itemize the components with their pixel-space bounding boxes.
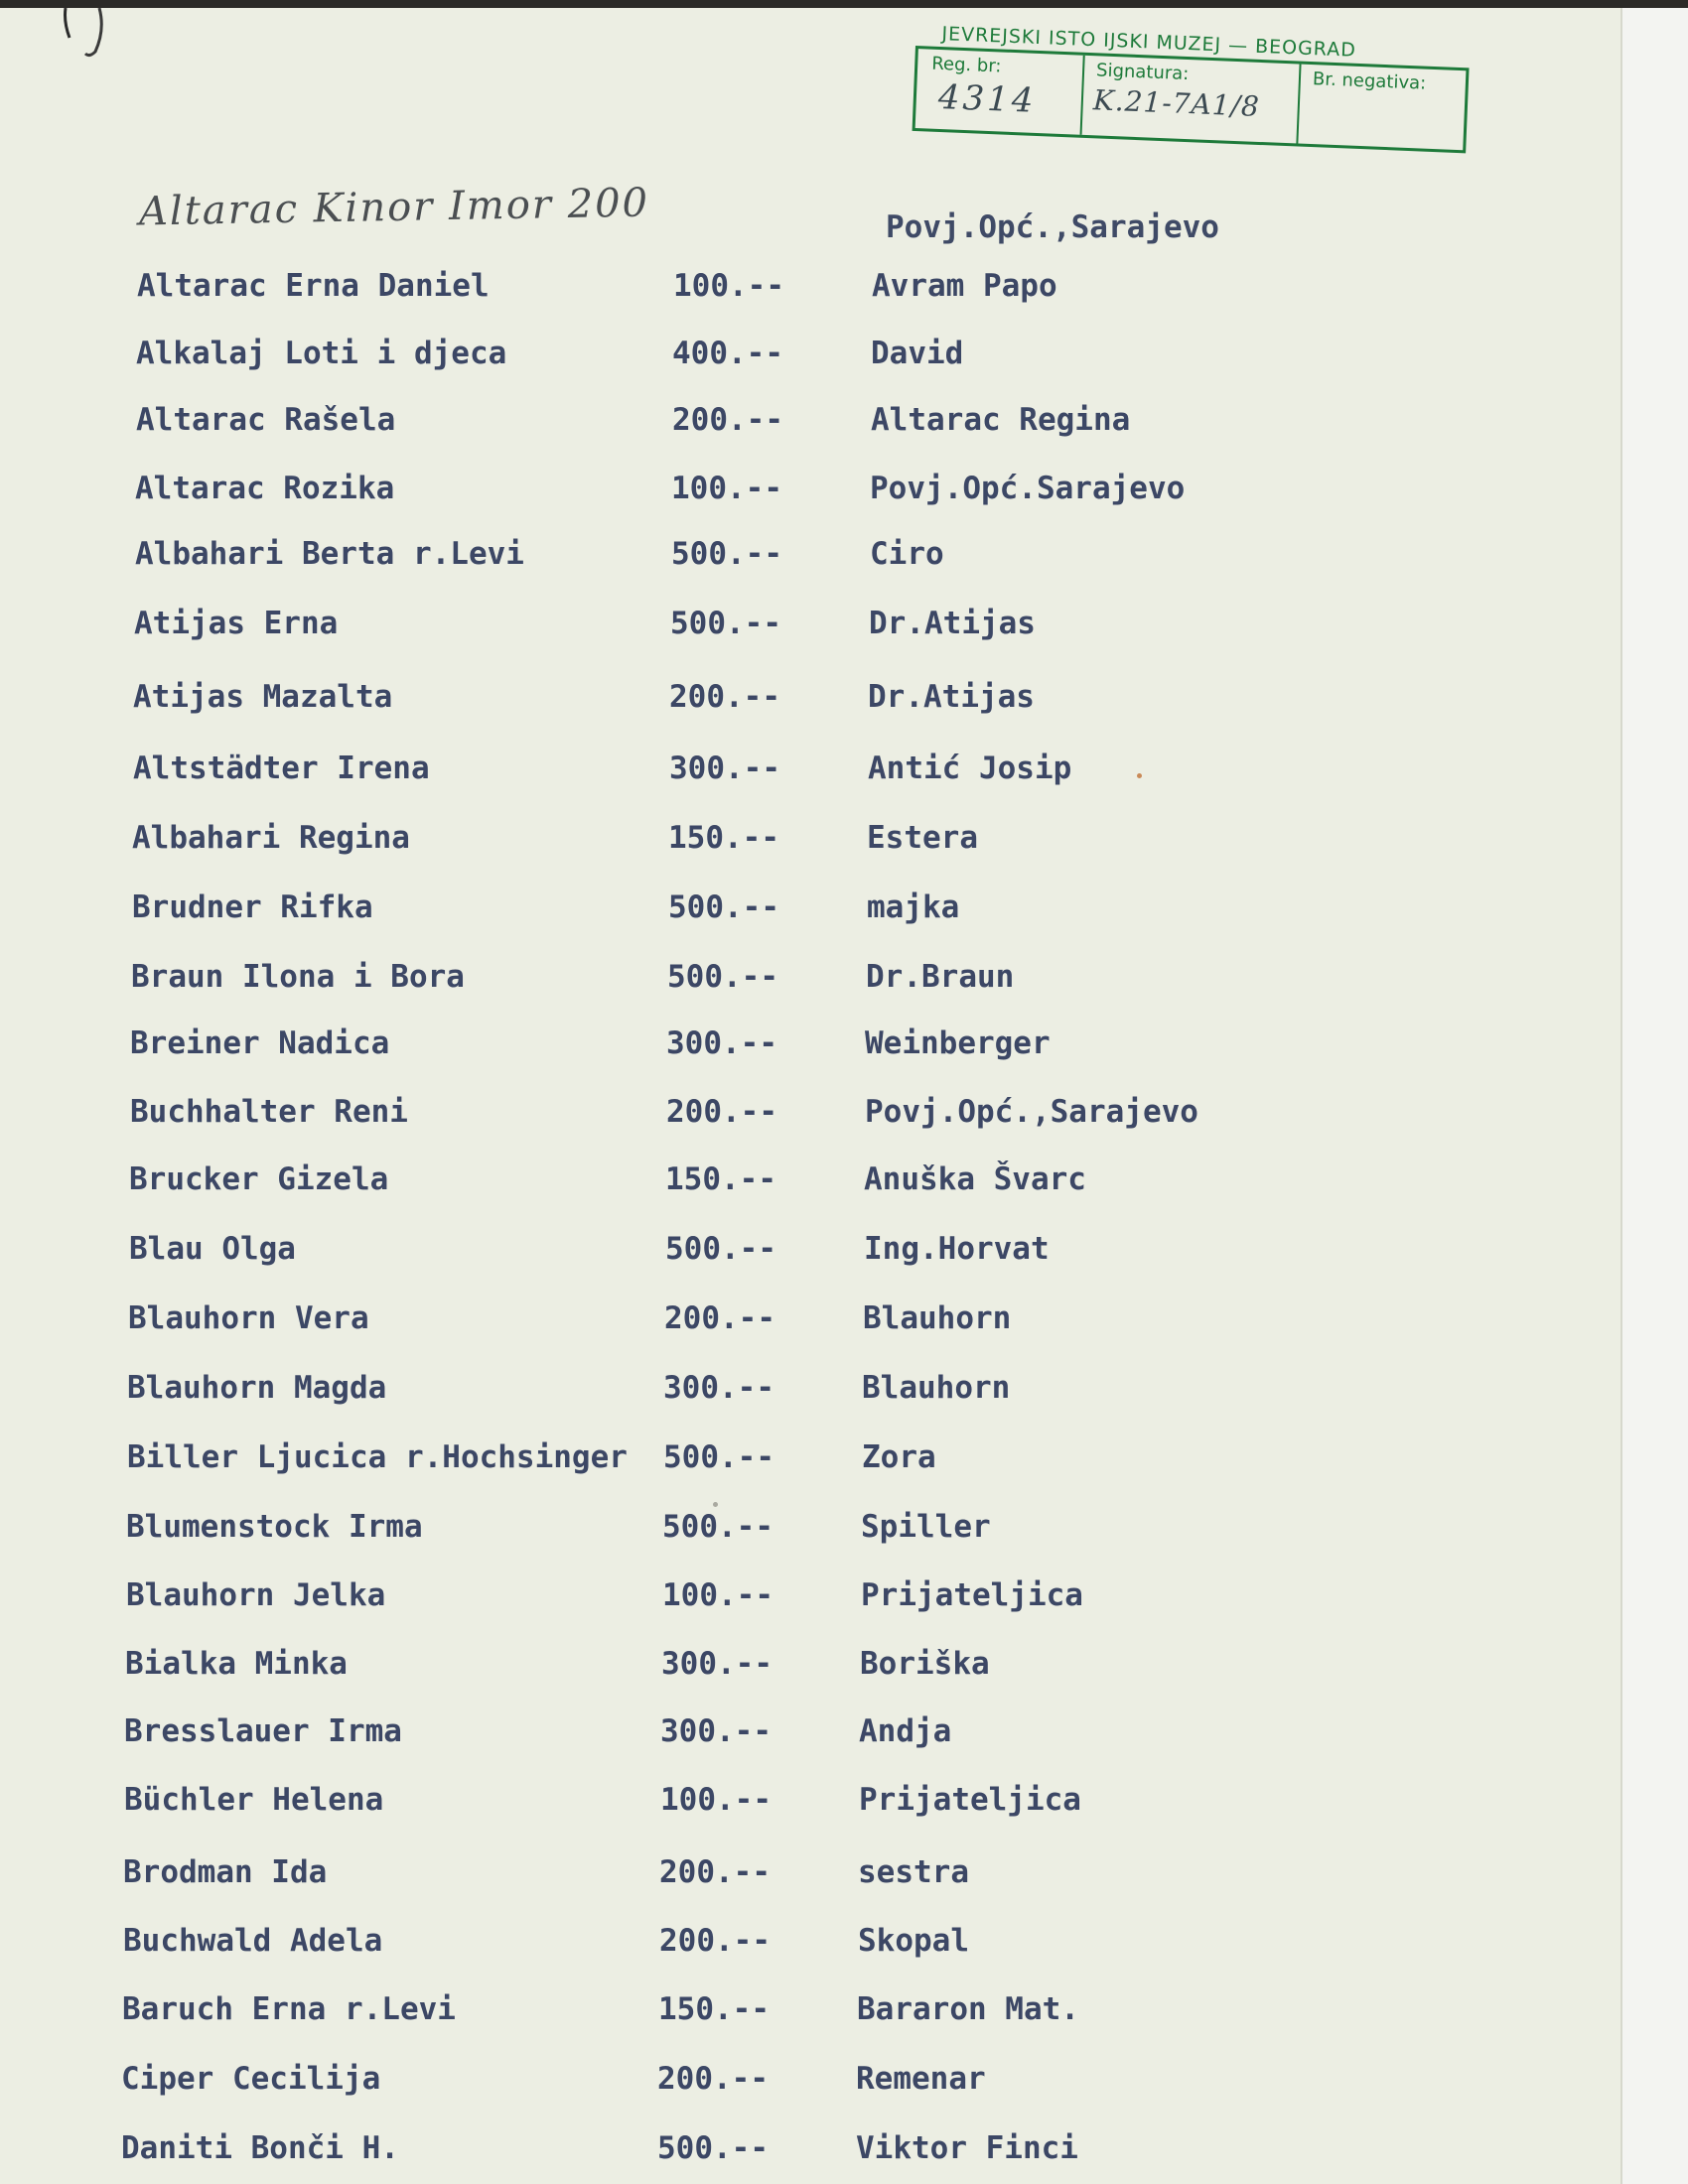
row-amount: 300.-- xyxy=(661,1646,773,1682)
row-donor: Remenar xyxy=(856,2061,986,2097)
row-name: Altstädter Irena xyxy=(133,751,430,786)
row-donor: Ciro xyxy=(870,536,944,572)
row-donor: Povj.Opć.,Sarajevo xyxy=(865,1094,1198,1130)
handwritten-entry: Altarac Kinor Imor 200 xyxy=(138,180,650,235)
row-amount: 200.-- xyxy=(657,2061,769,2097)
row-amount: 300.-- xyxy=(663,1370,774,1406)
list-row xyxy=(124,1782,1316,1824)
row-donor: Bararon Mat. xyxy=(857,1991,1079,2027)
list-row xyxy=(129,1231,1321,1273)
row-name: Altarac Rozika xyxy=(135,471,395,506)
stamp-title: JEVREJSKI ISTO IJSKI MUZEJ — BEOGRAD xyxy=(941,23,1357,62)
row-name: Biller Ljucica r.Hochsinger xyxy=(127,1439,628,1475)
row-donor: Blauhorn xyxy=(862,1370,1011,1406)
list-row xyxy=(127,1439,1319,1481)
list-row xyxy=(121,2130,1313,2172)
row-amount: 500.-- xyxy=(671,536,782,572)
row-donor: Altarac Regina xyxy=(871,402,1131,438)
row-name: Ciper Cecilija xyxy=(121,2061,381,2097)
list-row xyxy=(125,1646,1317,1688)
row-amount: 200.-- xyxy=(666,1094,777,1130)
row-name: Buchwald Adela xyxy=(123,1923,383,1959)
row-amount: 200.-- xyxy=(664,1300,775,1336)
row-donor: Spiller xyxy=(861,1509,991,1545)
row-name: Blauhorn Magda xyxy=(127,1370,387,1406)
row-amount: 100.-- xyxy=(660,1782,772,1818)
row-name: Blauhorn Jelka xyxy=(126,1577,386,1613)
list-row xyxy=(132,820,1324,862)
list-row xyxy=(128,1300,1320,1342)
row-donor: Blauhorn xyxy=(863,1300,1012,1336)
row-donor: Andja xyxy=(859,1713,952,1749)
row-amount: 300.-- xyxy=(660,1713,772,1749)
row-donor: Povj.Opć.Sarajevo xyxy=(870,471,1186,506)
row-name: Atijas Mazalta xyxy=(133,679,393,715)
document-page xyxy=(0,8,1622,2184)
row-amount: 400.-- xyxy=(672,336,783,371)
row-name: Buchhalter Reni xyxy=(130,1094,408,1130)
stamp-reg-label: Reg. br: xyxy=(930,53,1002,77)
row-donor: Boriška xyxy=(860,1646,990,1682)
list-row xyxy=(127,1370,1319,1412)
row-name: Braun Ilona i Bora xyxy=(131,959,465,995)
stamp-signatura-value: K.21-7A1/8 xyxy=(1092,83,1261,123)
row-amount: 200.-- xyxy=(669,679,780,715)
row-name: Atijas Erna xyxy=(134,606,339,641)
row-name: Bresslauer Irma xyxy=(124,1713,402,1749)
list-row xyxy=(121,2061,1313,2103)
row-name: Altarac Rašela xyxy=(136,402,396,438)
row-donor: Prijateljica xyxy=(859,1782,1081,1818)
row-donor: Prijateljica xyxy=(861,1577,1083,1613)
row-amount: 500.-- xyxy=(663,1439,774,1475)
stamp-signatura-label: Signatura: xyxy=(1095,60,1190,85)
handwritten-entry-destination: Povj.Opć.,Sarajevo xyxy=(886,209,1219,245)
list-row xyxy=(130,1094,1322,1136)
row-donor: Zora xyxy=(862,1439,936,1475)
row-amount: 150.-- xyxy=(668,820,779,856)
row-name: Bialka Minka xyxy=(125,1646,348,1682)
row-name: Brudner Rifka xyxy=(132,889,373,925)
row-amount: 100.-- xyxy=(673,268,784,304)
row-amount: 100.-- xyxy=(662,1577,774,1613)
list-row xyxy=(122,1991,1314,2033)
list-row xyxy=(129,1161,1321,1203)
list-row xyxy=(136,402,1328,444)
row-name: Büchler Helena xyxy=(124,1782,384,1818)
paper-speck xyxy=(1137,773,1142,778)
row-donor: Dr.Atijas xyxy=(868,679,1035,715)
row-donor: Weinberger xyxy=(865,1025,1051,1061)
row-donor: Anuška Švarc xyxy=(864,1161,1086,1197)
row-name: Blau Olga xyxy=(129,1231,296,1267)
row-amount: 200.-- xyxy=(659,1923,771,1959)
stamp-negativ-label: Br. negativa: xyxy=(1312,68,1427,94)
row-amount: 500.-- xyxy=(657,2130,769,2166)
row-donor: majka xyxy=(867,889,960,925)
list-row xyxy=(133,679,1325,721)
row-donor: Avram Papo xyxy=(872,268,1057,304)
list-row xyxy=(134,606,1326,647)
list-row xyxy=(133,751,1325,792)
stamp-reg-value: 4314 xyxy=(937,76,1038,121)
row-name: Blumenstock Irma xyxy=(126,1509,423,1545)
donation-list xyxy=(0,8,1620,2184)
row-donor: Ing.Horvat xyxy=(864,1231,1050,1267)
list-row xyxy=(132,889,1324,931)
list-row xyxy=(130,1025,1322,1067)
row-donor: Skopal xyxy=(858,1923,969,1959)
row-donor: Antić Josip xyxy=(868,751,1072,786)
row-name: Alkalaj Loti i djeca xyxy=(136,336,507,371)
row-amount: 500.-- xyxy=(668,889,779,925)
list-row xyxy=(131,959,1323,1001)
row-donor: David xyxy=(871,336,964,371)
row-amount: 100.-- xyxy=(671,471,782,506)
list-row xyxy=(135,536,1327,578)
row-amount: 500.-- xyxy=(667,959,778,995)
row-amount: 200.-- xyxy=(659,1854,771,1890)
list-row xyxy=(123,1923,1315,1965)
list-row xyxy=(136,336,1328,377)
paper-speck xyxy=(713,1502,718,1507)
row-name: Brodman Ida xyxy=(123,1854,328,1890)
list-row xyxy=(123,1854,1315,1896)
list-row xyxy=(135,471,1327,512)
row-name: Blauhorn Vera xyxy=(128,1300,369,1336)
row-name: Breiner Nadica xyxy=(130,1025,390,1061)
row-amount: 150.-- xyxy=(665,1161,776,1197)
scan-right-edge xyxy=(1622,8,1688,2184)
row-name: Altarac Erna Daniel xyxy=(137,268,490,304)
list-row xyxy=(126,1509,1318,1551)
row-donor: Estera xyxy=(867,820,978,856)
row-name: Brucker Gizela xyxy=(129,1161,389,1197)
list-row xyxy=(126,1577,1318,1619)
row-amount: 150.-- xyxy=(658,1991,770,2027)
row-name: Daniti Bonči H. xyxy=(121,2130,399,2166)
row-amount: 500.-- xyxy=(662,1509,774,1545)
row-amount: 300.-- xyxy=(669,751,780,786)
row-name: Albahari Regina xyxy=(132,820,410,856)
row-name: Albahari Berta r.Levi xyxy=(135,536,524,572)
list-row xyxy=(124,1713,1316,1755)
row-donor: Dr.Braun xyxy=(866,959,1015,995)
row-name: Baruch Erna r.Levi xyxy=(122,1991,456,2027)
row-donor: sestra xyxy=(858,1854,969,1890)
row-amount: 500.-- xyxy=(665,1231,776,1267)
row-donor: Viktor Finci xyxy=(856,2130,1078,2166)
row-donor: Dr.Atijas xyxy=(869,606,1036,641)
list-row xyxy=(137,268,1329,310)
row-amount: 200.-- xyxy=(672,402,783,438)
row-amount: 300.-- xyxy=(666,1025,777,1061)
row-amount: 500.-- xyxy=(670,606,781,641)
